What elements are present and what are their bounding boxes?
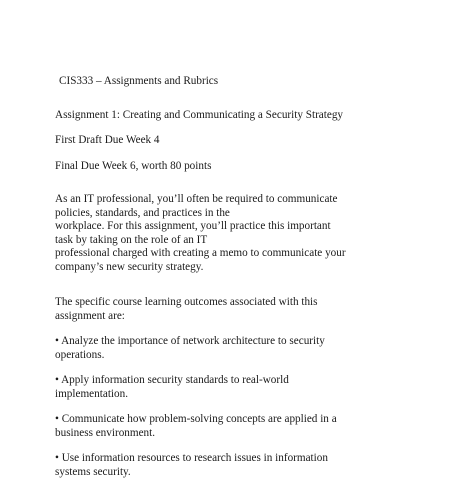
outcomes-intro-line: assignment are: bbox=[55, 310, 423, 324]
assignment-title: Assignment 1: Creating and Communicating a Security Strategy bbox=[55, 109, 423, 123]
intro-paragraph bbox=[55, 193, 423, 274]
first-draft-due: First Draft Due Week 4 bbox=[55, 134, 423, 148]
outcome-line: business environment. bbox=[55, 427, 423, 441]
outcomes-intro-line: The specific course learning outcomes associated with this bbox=[55, 296, 423, 310]
intro-line: policies, standards, and practices in the bbox=[55, 207, 423, 221]
intro-line: professional charged with creating a memo to communicate your bbox=[55, 247, 423, 261]
outcome-line: • Analyze the importance of network architecture to security bbox=[55, 335, 423, 349]
intro-line: task by taking on the role of an IT bbox=[55, 234, 423, 248]
outcome-item bbox=[55, 413, 423, 440]
outcome-line: • Apply information security standards to real-world bbox=[55, 374, 423, 388]
outcome-line: systems security. bbox=[55, 466, 423, 479]
intro-line: company’s new security strategy. bbox=[55, 261, 423, 275]
outcome-item bbox=[55, 335, 423, 362]
outcome-line: • Communicate how problem-solving concepts are applied in a bbox=[55, 413, 423, 427]
outcome-line: operations. bbox=[55, 349, 423, 363]
outcome-item bbox=[55, 452, 423, 479]
final-due: Final Due Week 6, worth 80 points bbox=[55, 160, 423, 174]
outcome-line: • Use information resources to research issues in information bbox=[55, 452, 423, 466]
outcomes-intro bbox=[55, 296, 423, 323]
outcome-line: implementation. bbox=[55, 388, 423, 402]
outcome-item bbox=[55, 374, 423, 401]
intro-line: workplace. For this assignment, you’ll practice this important bbox=[55, 220, 423, 234]
document-header: CIS333 – Assignments and Rubrics bbox=[55, 0, 423, 89]
intro-line: As an IT professional, you’ll often be required to communicate bbox=[55, 193, 423, 207]
